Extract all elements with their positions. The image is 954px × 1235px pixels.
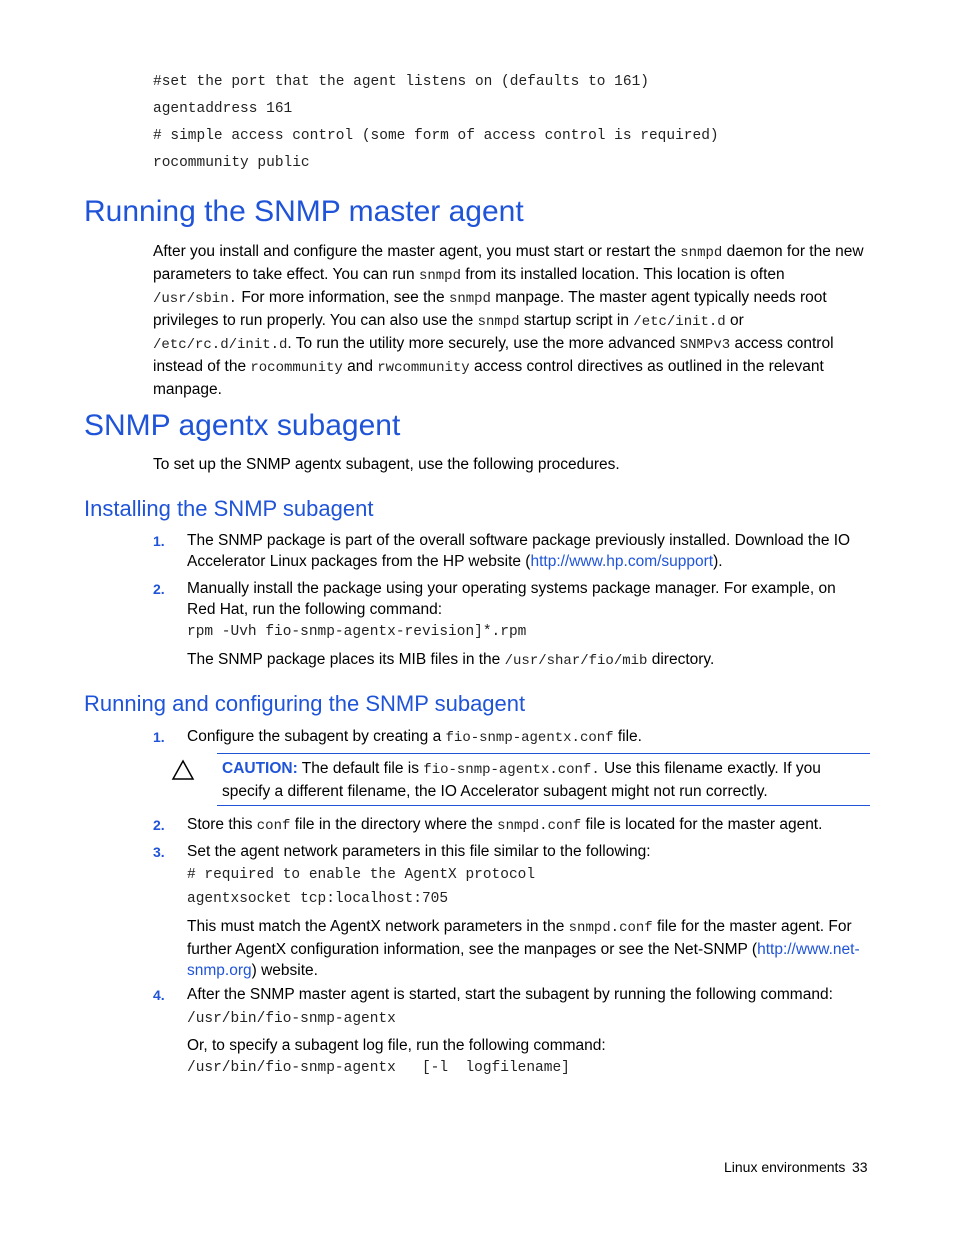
rpm-command: rpm -Uvh fio-snmp-agentx-revision]*.rpm [187, 624, 527, 640]
step-number: 2. [153, 581, 165, 597]
run-command: /usr/bin/fio-snmp-agentx [187, 1011, 396, 1027]
section-heading-install: Installing the SNMP subagent [84, 496, 374, 521]
master-agent-paragraph: After you install and configure the master agent, you must start or restart the snmpd daemon for the new parameters to take effect. You can run snmpd from its installed location. This location is often /usr/sbin. For more information, see the snmpd manpage. The master agent typically needs root privileges to run properly. You can also use the snmpd startup script in /etc/init.d or /etc/rc.d/init.d. To run the utility more securely, use the more advanced SNMPv3 access control instead of the rocommunity and rwcommunity access control directives as outlined in the relevant manpage. [153, 243, 864, 398]
page-number: 33 [852, 1159, 868, 1175]
section-heading-configure: Running and configuring the SNMP subagent [84, 691, 526, 716]
hp-support-link[interactable]: http://www.hp.com/support [530, 553, 714, 570]
agentx-note: This must match the AgentX network parameters in the snmpd.conf file for the master agent. For further AgentX configuration information, see the manpages or see the Net-SNMP (http://www.net-snmp.org) website. [187, 918, 860, 979]
configure-step-4: After the SNMP master agent is started, start the subagent by running the following command: [187, 986, 833, 1003]
caution-bottom-rule [217, 805, 870, 806]
mib-note: The SNMP package places its MIB files in the /usr/shar/fio/mib directory. [187, 651, 715, 669]
configure-step-3: Set the agent network parameters in this file similar to the following: [187, 843, 651, 860]
caution-text: CAUTION: The default file is fio-snmp-agentx.conf. Use this filename exactly. If you specify a different filename, the IO Accelerator subagent might not run correctly. [222, 760, 821, 800]
config-line: agentaddress 161 [153, 101, 293, 117]
run-command-with-log: /usr/bin/fio-snmp-agentx [-l logfilename] [187, 1060, 570, 1076]
configure-step-1: Configure the subagent by creating a fio-snmp-agentx.conf file. [187, 728, 642, 746]
warning-triangle-icon [171, 759, 195, 781]
config-line: #set the port that the agent listens on (defaults to 161) [153, 74, 649, 90]
log-file-note: Or, to specify a subagent log file, run the following command: [187, 1037, 606, 1054]
config-line: # simple access control (some form of access control is required) [153, 128, 719, 144]
net-snmp-link[interactable]: http://www.net-snmp.org [187, 941, 860, 979]
install-step-2: Manually install the package using your operating systems package manager. For example, on Red Hat, run the following command: [187, 580, 836, 618]
section-heading-agentx: SNMP agentx subagent [84, 409, 401, 442]
agentx-code-line: agentxsocket tcp:localhost:705 [187, 891, 449, 907]
agentx-intro: To set up the SNMP agentx subagent, use the following procedures. [153, 456, 620, 473]
agentx-code-line: # required to enable the AgentX protocol [187, 867, 536, 883]
step-number: 1. [153, 729, 165, 745]
step-number: 2. [153, 817, 165, 833]
config-line: rocommunity public [153, 155, 310, 171]
step-number: 3. [153, 844, 165, 860]
step-number: 1. [153, 533, 165, 549]
step-number: 4. [153, 987, 165, 1003]
configure-step-2: Store this conf file in the directory where the snmpd.conf file is located for the master agent. [187, 816, 823, 834]
footer-section-name: Linux environments [724, 1159, 846, 1175]
section-heading-master-agent: Running the SNMP master agent [84, 195, 524, 228]
caution-top-rule [217, 753, 870, 754]
install-step-1: The SNMP package is part of the overall software package previously installed. Download the IO Accelerator Linux packages from the HP website (http://www.hp.com/support). [187, 532, 851, 570]
